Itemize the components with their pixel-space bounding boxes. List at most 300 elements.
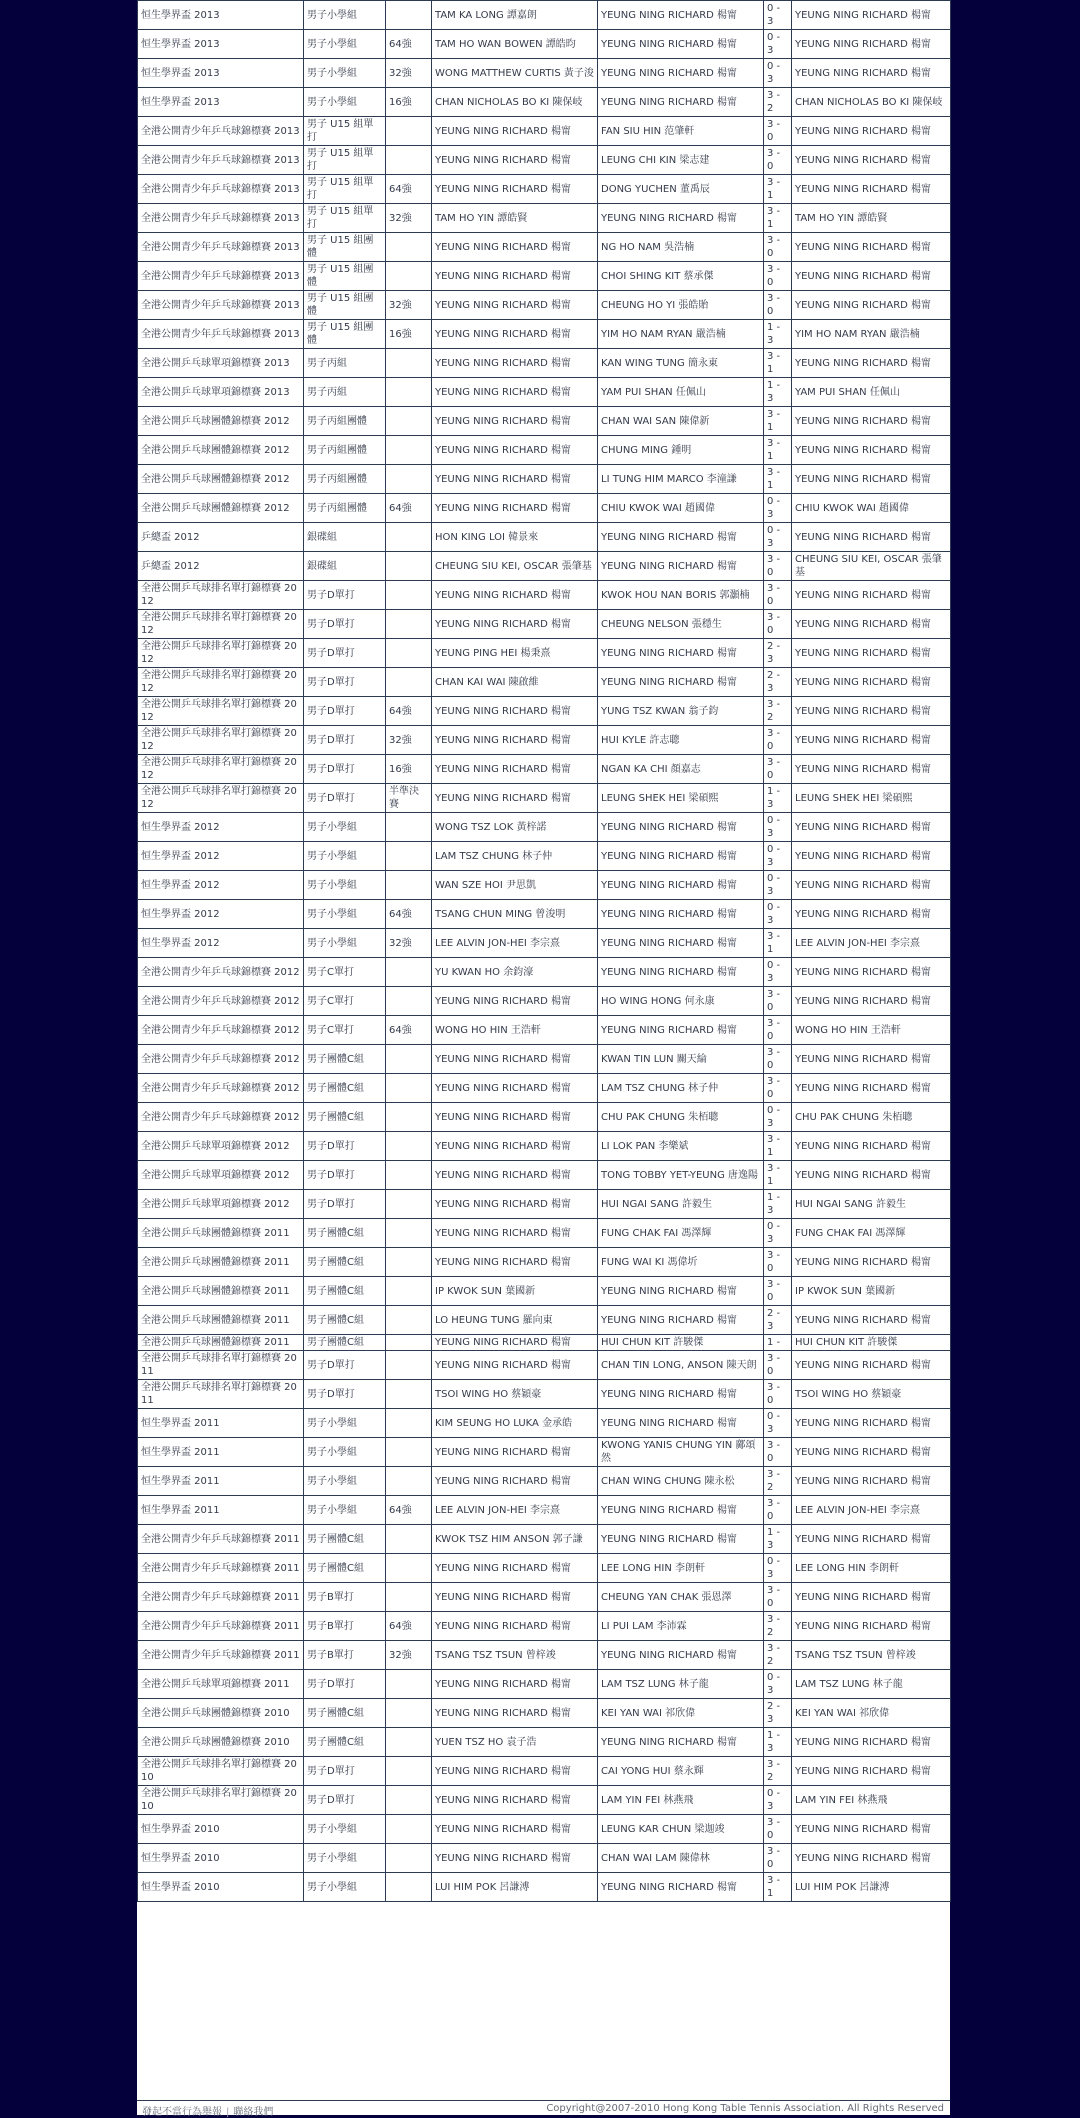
player-b-cell: NG HO NAM 吳浩楠 xyxy=(598,233,764,262)
player-a-cell: HON KING LOI 韓景來 xyxy=(432,523,598,552)
round-cell xyxy=(386,262,432,291)
tournament-cell: 全港公開乒乓球團體錦標賽 2011 xyxy=(138,1277,304,1306)
tournament-cell: 恒生學界盃 2010 xyxy=(138,1815,304,1844)
event-cell: 男子D單打 xyxy=(304,1670,386,1699)
winner-cell: YEUNG NING RICHARD 楊甯 xyxy=(792,726,951,755)
round-cell xyxy=(386,1757,432,1786)
winner-cell: YEUNG NING RICHARD 楊甯 xyxy=(792,146,951,175)
player-a-cell: TSANG CHUN MING 曾浚明 xyxy=(432,900,598,929)
winner-cell: YEUNG NING RICHARD 楊甯 xyxy=(792,523,951,552)
table-row xyxy=(138,552,951,581)
table-row xyxy=(138,1132,951,1161)
page-container xyxy=(137,0,950,2118)
round-cell xyxy=(386,813,432,842)
event-cell: 男子D單打 xyxy=(304,726,386,755)
winner-cell: YEUNG NING RICHARD 楊甯 xyxy=(792,349,951,378)
round-cell xyxy=(386,581,432,610)
event-cell: 男子D單打 xyxy=(304,1190,386,1219)
tournament-cell: 全港公開乒乓球單項錦標賽 2012 xyxy=(138,1132,304,1161)
player-b-cell: YEUNG NING RICHARD 楊甯 xyxy=(598,1380,764,1409)
round-cell: 64強 xyxy=(386,900,432,929)
tournament-cell: 恒生學界盃 2012 xyxy=(138,871,304,900)
player-b-cell: KWONG YANIS CHUNG YIN 鄺頌然 xyxy=(598,1438,764,1467)
score-cell: 0 - 3 xyxy=(764,1786,792,1815)
player-b-cell: HUI CHUN KIT 許駿傑 xyxy=(598,1335,764,1351)
table-row xyxy=(138,1641,951,1670)
player-b-cell: YIM HO NAM RYAN 嚴浩楠 xyxy=(598,320,764,349)
tournament-cell: 全港公開青少年乒乓球錦標賽 2012 xyxy=(138,1045,304,1074)
winner-cell: YEUNG NING RICHARD 楊甯 xyxy=(792,1467,951,1496)
table-row xyxy=(138,1409,951,1438)
round-cell xyxy=(386,1670,432,1699)
round-cell xyxy=(386,1306,432,1335)
player-b-cell: YAM PUI SHAN 任佩山 xyxy=(598,378,764,407)
player-b-cell: YEUNG NING RICHARD 楊甯 xyxy=(598,552,764,581)
player-b-cell: YEUNG NING RICHARD 楊甯 xyxy=(598,1,764,30)
event-cell: 男子D單打 xyxy=(304,1786,386,1815)
event-cell: 男子 U15 組單打 xyxy=(304,146,386,175)
player-a-cell: YEUNG NING RICHARD 楊甯 xyxy=(432,1670,598,1699)
table-row xyxy=(138,871,951,900)
player-b-cell: YEUNG NING RICHARD 楊甯 xyxy=(598,842,764,871)
player-b-cell: YUNG TSZ KWAN 翁子鈞 xyxy=(598,697,764,726)
round-cell xyxy=(386,117,432,146)
event-cell: 男子團體C組 xyxy=(304,1525,386,1554)
tournament-cell: 恒生學界盃 2012 xyxy=(138,929,304,958)
round-cell xyxy=(386,610,432,639)
winner-cell: YIM HO NAM RYAN 嚴浩楠 xyxy=(792,320,951,349)
event-cell: 男子小學組 xyxy=(304,59,386,88)
round-cell: 16強 xyxy=(386,755,432,784)
event-cell: 男子團體C組 xyxy=(304,1045,386,1074)
table-row xyxy=(138,1219,951,1248)
footer-separator: | xyxy=(226,2107,230,2118)
score-cell: 0 - 3 xyxy=(764,1,792,30)
winner-cell: YEUNG NING RICHARD 楊甯 xyxy=(792,697,951,726)
event-cell: 男子小學組 xyxy=(304,88,386,117)
player-a-cell: KIM SEUNG HO LUKA 金承皓 xyxy=(432,1409,598,1438)
table-row xyxy=(138,262,951,291)
event-cell: 男子團體C組 xyxy=(304,1103,386,1132)
score-cell: 1 - 3 xyxy=(764,784,792,813)
player-a-cell: KWOK TSZ HIM ANSON 郭子謙 xyxy=(432,1525,598,1554)
score-cell: 0 - 3 xyxy=(764,813,792,842)
player-b-cell: KEI YAN WAI 祁欣偉 xyxy=(598,1699,764,1728)
round-cell: 64強 xyxy=(386,1016,432,1045)
player-b-cell: YEUNG NING RICHARD 楊甯 xyxy=(598,59,764,88)
round-cell xyxy=(386,1277,432,1306)
event-cell: 男子B單打 xyxy=(304,1583,386,1612)
tournament-cell: 全港公開乒乓球排名單打錦標賽 2012 xyxy=(138,639,304,668)
table-row xyxy=(138,813,951,842)
winner-cell: YEUNG NING RICHARD 楊甯 xyxy=(792,1248,951,1277)
score-cell: 3 - 0 xyxy=(764,1496,792,1525)
player-b-cell: YEUNG NING RICHARD 楊甯 xyxy=(598,1525,764,1554)
round-cell: 32強 xyxy=(386,1641,432,1670)
event-cell: 男子 U15 組團體 xyxy=(304,320,386,349)
table-row xyxy=(138,755,951,784)
player-b-cell: YEUNG NING RICHARD 楊甯 xyxy=(598,813,764,842)
round-cell xyxy=(386,436,432,465)
player-b-cell: YEUNG NING RICHARD 楊甯 xyxy=(598,523,764,552)
player-a-cell: YEUNG NING RICHARD 楊甯 xyxy=(432,1248,598,1277)
player-a-cell: TSOI WING HO 蔡穎豪 xyxy=(432,1380,598,1409)
table-row xyxy=(138,726,951,755)
winner-cell: YEUNG NING RICHARD 楊甯 xyxy=(792,1074,951,1103)
player-b-cell: YEUNG NING RICHARD 楊甯 xyxy=(598,929,764,958)
player-a-cell: YEUNG NING RICHARD 楊甯 xyxy=(432,987,598,1016)
score-cell: 2 - 3 xyxy=(764,1699,792,1728)
player-a-cell: YUEN TSZ HO 袁子浩 xyxy=(432,1728,598,1757)
table-row xyxy=(138,1525,951,1554)
match-results-body xyxy=(138,1,951,1902)
round-cell xyxy=(386,1554,432,1583)
tournament-cell: 全港公開青少年乒乓球錦標賽 2013 xyxy=(138,320,304,349)
player-a-cell: YEUNG NING RICHARD 楊甯 xyxy=(432,784,598,813)
score-cell: 3 - 0 xyxy=(764,1248,792,1277)
score-cell: 0 - 3 xyxy=(764,494,792,523)
player-b-cell: NGAN KA CHI 顏嘉志 xyxy=(598,755,764,784)
score-cell: 3 - 1 xyxy=(764,407,792,436)
event-cell: 男子團體C組 xyxy=(304,1335,386,1351)
player-b-cell: CHU PAK CHUNG 朱栢聰 xyxy=(598,1103,764,1132)
score-cell: 3 - 0 xyxy=(764,1583,792,1612)
player-b-cell: KWAN TIN LUN 關天綸 xyxy=(598,1045,764,1074)
score-cell: 3 - 0 xyxy=(764,1074,792,1103)
round-cell xyxy=(386,668,432,697)
player-a-cell: YEUNG NING RICHARD 楊甯 xyxy=(432,1467,598,1496)
event-cell: 男子D單打 xyxy=(304,1380,386,1409)
table-row xyxy=(138,842,951,871)
tournament-cell: 恒生學界盃 2011 xyxy=(138,1438,304,1467)
winner-cell: LEUNG SHEK HEI 梁碩熙 xyxy=(792,784,951,813)
round-cell: 32強 xyxy=(386,929,432,958)
event-cell: 男子團體C組 xyxy=(304,1306,386,1335)
tournament-cell: 恒生學界盃 2013 xyxy=(138,1,304,30)
round-cell xyxy=(386,1351,432,1380)
table-row xyxy=(138,1757,951,1786)
player-a-cell: CHAN NICHOLAS BO KI 陳保岐 xyxy=(432,88,598,117)
event-cell: 男子B單打 xyxy=(304,1641,386,1670)
table-row xyxy=(138,668,951,697)
table-row xyxy=(138,1045,951,1074)
score-cell: 3 - 0 xyxy=(764,1016,792,1045)
table-row xyxy=(138,1670,951,1699)
tournament-cell: 全港公開乒乓球排名單打錦標賽 2012 xyxy=(138,726,304,755)
tournament-cell: 恒生學界盃 2013 xyxy=(138,88,304,117)
score-cell: 3 - 0 xyxy=(764,755,792,784)
score-cell: 3 - 1 xyxy=(764,465,792,494)
player-b-cell: YEUNG NING RICHARD 楊甯 xyxy=(598,1306,764,1335)
player-a-cell: YEUNG NING RICHARD 楊甯 xyxy=(432,262,598,291)
table-row xyxy=(138,1815,951,1844)
player-b-cell: YEUNG NING RICHARD 楊甯 xyxy=(598,900,764,929)
event-cell: 男子 U15 組單打 xyxy=(304,117,386,146)
score-cell: 3 - 1 xyxy=(764,349,792,378)
table-row xyxy=(138,233,951,262)
player-a-cell: YEUNG NING RICHARD 楊甯 xyxy=(432,1554,598,1583)
winner-cell: YEUNG NING RICHARD 楊甯 xyxy=(792,1409,951,1438)
score-cell: 3 - 0 xyxy=(764,1045,792,1074)
score-cell: 3 - 0 xyxy=(764,726,792,755)
player-a-cell: LO HEUNG TUNG 羅向東 xyxy=(432,1306,598,1335)
score-cell: 3 - 1 xyxy=(764,1132,792,1161)
score-cell: 2 - 3 xyxy=(764,1306,792,1335)
score-cell: 3 - 0 xyxy=(764,1844,792,1873)
player-b-cell: CHEUNG HO YI 張皓貽 xyxy=(598,291,764,320)
tournament-cell: 恒生學界盃 2013 xyxy=(138,59,304,88)
tournament-cell: 全港公開乒乓球排名單打錦標賽 2012 xyxy=(138,755,304,784)
player-b-cell: YEUNG NING RICHARD 楊甯 xyxy=(598,88,764,117)
event-cell: 男子D單打 xyxy=(304,1132,386,1161)
tournament-cell: 全港公開乒乓球團體錦標賽 2012 xyxy=(138,465,304,494)
winner-cell: YEUNG NING RICHARD 楊甯 xyxy=(792,987,951,1016)
player-a-cell: YEUNG NING RICHARD 楊甯 xyxy=(432,436,598,465)
score-cell: 3 - 0 xyxy=(764,146,792,175)
player-a-cell: YEUNG NING RICHARD 楊甯 xyxy=(432,1699,598,1728)
tournament-cell: 恒生學界盃 2010 xyxy=(138,1873,304,1902)
table-row xyxy=(138,117,951,146)
score-cell: 3 - 1 xyxy=(764,1873,792,1902)
player-a-cell: YEUNG NING RICHARD 楊甯 xyxy=(432,1219,598,1248)
score-cell: 0 - 3 xyxy=(764,1103,792,1132)
winner-cell: LEE ALVIN JON-HEI 李宗熹 xyxy=(792,1496,951,1525)
winner-cell: YEUNG NING RICHARD 楊甯 xyxy=(792,233,951,262)
tournament-cell: 全港公開青少年乒乓球錦標賽 2012 xyxy=(138,1016,304,1045)
score-cell: 3 - 2 xyxy=(764,1641,792,1670)
score-cell: 0 - 3 xyxy=(764,523,792,552)
player-b-cell: CHOI SHING KIT 蔡承傑 xyxy=(598,262,764,291)
player-a-cell: YEUNG NING RICHARD 楊甯 xyxy=(432,1438,598,1467)
player-a-cell: YEUNG NING RICHARD 楊甯 xyxy=(432,378,598,407)
table-row xyxy=(138,146,951,175)
round-cell xyxy=(386,552,432,581)
tournament-cell: 全港公開青少年乒乓球錦標賽 2013 xyxy=(138,291,304,320)
table-row xyxy=(138,175,951,204)
table-row xyxy=(138,1612,951,1641)
table-row xyxy=(138,987,951,1016)
winner-cell: CHEUNG SIU KEI, OSCAR 張肇基 xyxy=(792,552,951,581)
winner-cell: YEUNG NING RICHARD 楊甯 xyxy=(792,1757,951,1786)
player-b-cell: LAM TSZ LUNG 林子龍 xyxy=(598,1670,764,1699)
event-cell: 男子丙組 xyxy=(304,349,386,378)
table-row xyxy=(138,697,951,726)
tournament-cell: 全港公開青少年乒乓球錦標賽 2013 xyxy=(138,204,304,233)
player-a-cell: YEUNG NING RICHARD 楊甯 xyxy=(432,1103,598,1132)
round-cell xyxy=(386,378,432,407)
round-cell xyxy=(386,523,432,552)
player-a-cell: CHEUNG SIU KEI, OSCAR 張肇基 xyxy=(432,552,598,581)
winner-cell: YEUNG NING RICHARD 楊甯 xyxy=(792,30,951,59)
player-a-cell: YEUNG NING RICHARD 楊甯 xyxy=(432,1612,598,1641)
event-cell: 男子小學組 xyxy=(304,1496,386,1525)
player-a-cell: YEUNG NING RICHARD 楊甯 xyxy=(432,1786,598,1815)
player-a-cell: WONG HO HIN 王浩軒 xyxy=(432,1016,598,1045)
event-cell: 男子小學組 xyxy=(304,929,386,958)
table-row xyxy=(138,1438,951,1467)
winner-cell: YEUNG NING RICHARD 楊甯 xyxy=(792,1438,951,1467)
round-cell: 32強 xyxy=(386,726,432,755)
tournament-cell: 恒生學界盃 2011 xyxy=(138,1409,304,1438)
player-a-cell: YEUNG NING RICHARD 楊甯 xyxy=(432,1583,598,1612)
table-row xyxy=(138,1335,951,1351)
tournament-cell: 全港公開乒乓球單項錦標賽 2013 xyxy=(138,378,304,407)
event-cell: 男子D單打 xyxy=(304,697,386,726)
contact-link[interactable]: 聯絡我們 xyxy=(233,2107,274,2118)
player-b-cell: YEUNG NING RICHARD 楊甯 xyxy=(598,871,764,900)
player-a-cell: YEUNG NING RICHARD 楊甯 xyxy=(432,117,598,146)
table-row xyxy=(138,378,951,407)
tournament-cell: 恒生學界盃 2011 xyxy=(138,1496,304,1525)
score-cell: 0 - 3 xyxy=(764,842,792,871)
tournament-cell: 乒總盃 2012 xyxy=(138,523,304,552)
round-cell xyxy=(386,842,432,871)
event-cell: 男子丙組團體 xyxy=(304,494,386,523)
player-b-cell: LI TUNG HIM MARCO 李潼謙 xyxy=(598,465,764,494)
round-cell xyxy=(386,1248,432,1277)
score-cell: 1 - 3 xyxy=(764,1190,792,1219)
winner-cell: TAM HO YIN 譚皓賢 xyxy=(792,204,951,233)
round-cell: 64強 xyxy=(386,175,432,204)
round-cell xyxy=(386,465,432,494)
player-a-cell: YEUNG NING RICHARD 楊甯 xyxy=(432,320,598,349)
winner-cell: YEUNG NING RICHARD 楊甯 xyxy=(792,639,951,668)
tournament-cell: 全港公開青少年乒乓球錦標賽 2013 xyxy=(138,233,304,262)
player-a-cell: YEUNG NING RICHARD 楊甯 xyxy=(432,175,598,204)
player-b-cell: HUI NGAI SANG 許毅生 xyxy=(598,1190,764,1219)
round-cell xyxy=(386,146,432,175)
player-a-cell: YEUNG NING RICHARD 楊甯 xyxy=(432,1351,598,1380)
player-a-cell: YEUNG NING RICHARD 楊甯 xyxy=(432,1844,598,1873)
tournament-cell: 全港公開乒乓球排名單打錦標賽 2012 xyxy=(138,697,304,726)
player-b-cell: YEUNG NING RICHARD 楊甯 xyxy=(598,1641,764,1670)
winner-cell: YEUNG NING RICHARD 楊甯 xyxy=(792,465,951,494)
event-cell: 銀碟組 xyxy=(304,523,386,552)
winner-cell: YEUNG NING RICHARD 楊甯 xyxy=(792,610,951,639)
score-cell: 0 - 3 xyxy=(764,30,792,59)
tournament-cell: 全港公開青少年乒乓球錦標賽 2011 xyxy=(138,1583,304,1612)
score-cell: 3 - 2 xyxy=(764,88,792,117)
table-row xyxy=(138,407,951,436)
player-b-cell: HUI KYLE 許志聰 xyxy=(598,726,764,755)
player-a-cell: LUI HIM POK 呂謙溥 xyxy=(432,1873,598,1902)
round-cell xyxy=(386,1335,432,1351)
score-cell: 3 - 2 xyxy=(764,1467,792,1496)
event-cell: 男子D單打 xyxy=(304,784,386,813)
player-b-cell: CHAN WING CHUNG 陳永松 xyxy=(598,1467,764,1496)
tournament-cell: 全港公開青少年乒乓球錦標賽 2011 xyxy=(138,1612,304,1641)
winner-cell: HUI NGAI SANG 許毅生 xyxy=(792,1190,951,1219)
tournament-cell: 全港公開乒乓球排名單打錦標賽 2011 xyxy=(138,1380,304,1409)
event-cell: 男子小學組 xyxy=(304,30,386,59)
round-cell xyxy=(386,1873,432,1902)
player-b-cell: YEUNG NING RICHARD 楊甯 xyxy=(598,1496,764,1525)
score-cell: 3 - 0 xyxy=(764,117,792,146)
winner-cell: YEUNG NING RICHARD 楊甯 xyxy=(792,1045,951,1074)
player-a-cell: YEUNG NING RICHARD 楊甯 xyxy=(432,1132,598,1161)
player-b-cell: FAN SIU HIN 范肇軒 xyxy=(598,117,764,146)
score-cell: 2 - 3 xyxy=(764,639,792,668)
player-a-cell: YEUNG NING RICHARD 楊甯 xyxy=(432,726,598,755)
round-cell xyxy=(386,987,432,1016)
event-cell: 男子丙組團體 xyxy=(304,465,386,494)
player-a-cell: YEUNG NING RICHARD 楊甯 xyxy=(432,1161,598,1190)
score-cell: 1 - 3 xyxy=(764,1728,792,1757)
table-row xyxy=(138,1306,951,1335)
player-b-cell: LAM YIN FEI 林燕飛 xyxy=(598,1786,764,1815)
table-row xyxy=(138,1728,951,1757)
report-link[interactable]: 發起不當行為舉報 xyxy=(142,2107,222,2118)
match-results-table xyxy=(137,0,951,1902)
winner-cell: CHIU KWOK WAI 趙國偉 xyxy=(792,494,951,523)
event-cell: 男子團體C組 xyxy=(304,1728,386,1757)
event-cell: 男子D單打 xyxy=(304,610,386,639)
player-a-cell: WONG TSZ LOK 黃梓諾 xyxy=(432,813,598,842)
player-b-cell: TONG TOBBY YET-YEUNG 唐逸陽 xyxy=(598,1161,764,1190)
round-cell xyxy=(386,1438,432,1467)
event-cell: 男子小學組 xyxy=(304,900,386,929)
player-b-cell: CHUNG MING 鍾明 xyxy=(598,436,764,465)
table-row xyxy=(138,1380,951,1409)
table-row xyxy=(138,494,951,523)
round-cell xyxy=(386,1103,432,1132)
score-cell: 0 - 3 xyxy=(764,1670,792,1699)
winner-cell: YEUNG NING RICHARD 楊甯 xyxy=(792,1351,951,1380)
score-cell: 0 - 3 xyxy=(764,1219,792,1248)
event-cell: 男子小學組 xyxy=(304,1844,386,1873)
round-cell: 32強 xyxy=(386,59,432,88)
event-cell: 男子小學組 xyxy=(304,1438,386,1467)
winner-cell: YEUNG NING RICHARD 楊甯 xyxy=(792,842,951,871)
table-row xyxy=(138,784,951,813)
score-cell: 3 - 1 xyxy=(764,1161,792,1190)
tournament-cell: 全港公開乒乓球排名單打錦標賽 2012 xyxy=(138,784,304,813)
player-a-cell: TAM KA LONG 譚嘉朗 xyxy=(432,1,598,30)
player-a-cell: YEUNG NING RICHARD 楊甯 xyxy=(432,407,598,436)
player-b-cell: LEUNG CHI KIN 梁志建 xyxy=(598,146,764,175)
event-cell: 男子小學組 xyxy=(304,1873,386,1902)
winner-cell: YEUNG NING RICHARD 楊甯 xyxy=(792,581,951,610)
player-b-cell: KWOK HOU NAN BORIS 郭灝楠 xyxy=(598,581,764,610)
tournament-cell: 全港公開青少年乒乓球錦標賽 2012 xyxy=(138,987,304,1016)
score-cell: 0 - 3 xyxy=(764,900,792,929)
score-cell: 3 - 0 xyxy=(764,1277,792,1306)
tournament-cell: 全港公開青少年乒乓球錦標賽 2011 xyxy=(138,1641,304,1670)
player-a-cell: YEUNG NING RICHARD 楊甯 xyxy=(432,1815,598,1844)
table-row xyxy=(138,436,951,465)
tournament-cell: 全港公開乒乓球單項錦標賽 2012 xyxy=(138,1161,304,1190)
tournament-cell: 全港公開青少年乒乓球錦標賽 2012 xyxy=(138,1103,304,1132)
score-cell: 3 - 0 xyxy=(764,233,792,262)
table-row xyxy=(138,1844,951,1873)
player-a-cell: TAM HO YIN 譚皓賢 xyxy=(432,204,598,233)
tournament-cell: 乒總盃 2012 xyxy=(138,552,304,581)
table-row xyxy=(138,204,951,233)
player-a-cell: YEUNG NING RICHARD 楊甯 xyxy=(432,291,598,320)
table-row xyxy=(138,349,951,378)
table-row xyxy=(138,1103,951,1132)
round-cell: 32強 xyxy=(386,204,432,233)
table-row xyxy=(138,1,951,30)
winner-cell: YEUNG NING RICHARD 楊甯 xyxy=(792,436,951,465)
score-cell: 1 - xyxy=(764,1335,792,1351)
event-cell: 男子小學組 xyxy=(304,813,386,842)
tournament-cell: 全港公開乒乓球排名單打錦標賽 2010 xyxy=(138,1757,304,1786)
player-b-cell: YEUNG NING RICHARD 楊甯 xyxy=(598,1016,764,1045)
tournament-cell: 恒生學界盃 2012 xyxy=(138,842,304,871)
event-cell: 男子D單打 xyxy=(304,1351,386,1380)
tournament-cell: 全港公開乒乓球團體錦標賽 2011 xyxy=(138,1306,304,1335)
